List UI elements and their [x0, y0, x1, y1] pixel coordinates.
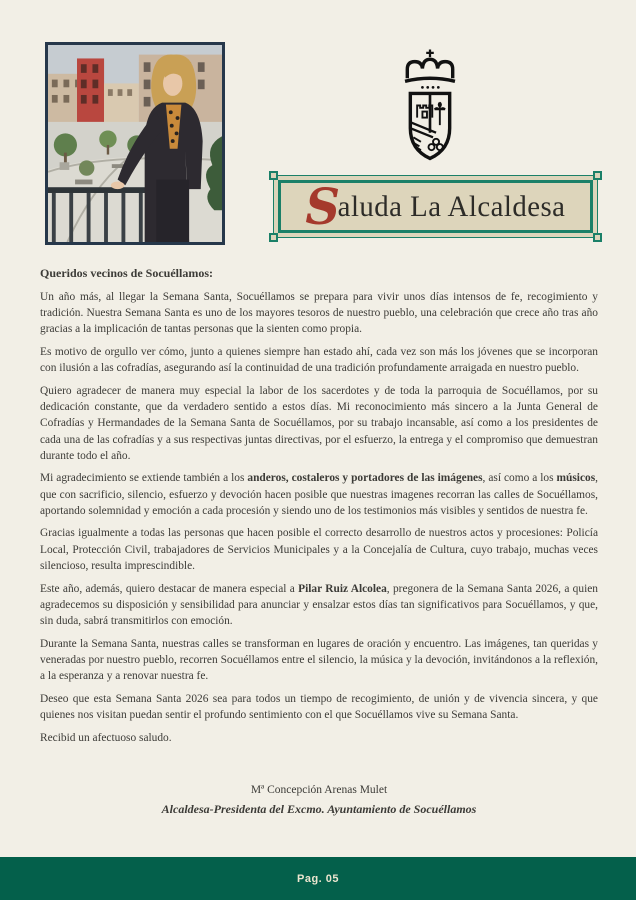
- footer-bar: [0, 857, 636, 900]
- corner-ornament: [269, 171, 278, 180]
- paragraph: Un año más, al llegar la Semana Santa, Socuéllamos se prepara para vivir unos días intensos de fe, recogimiento y tradición. Nuestra Semana Santa es uno de los mayores tesoros de nuestro pueblo, una celebración que crece año tras año gracias a la implicación de tantas personas que la sienten como propia.: [40, 291, 598, 336]
- paragraph: Deseo que esta Semana Santa 2026 sea para todos un tiempo de recogimiento, de unión y de vivencia sincera, y que quienes nos visitan puedan sentir el profundo sentimiento con el que Socuéllamos vive su Semana Santa.: [40, 692, 598, 721]
- title-plaque-inner: [278, 176, 593, 236]
- paragraph: Es motivo de orgullo ver cómo, junto a quienes siempre han estado ahí, cada vez son más los jóvenes que se incorporan con ilusión a las cofradías, asegurando así la continuidad de una tradición profundamente arraigada en nuestro pueblo.: [40, 346, 598, 375]
- signature-block: [40, 784, 598, 817]
- letter-body: [40, 265, 598, 752]
- corner-ornament: [593, 233, 602, 242]
- paragraph: Este año, además, quiero destacar de manera especial a Pilar Ruiz Alcolea, pregonera de la Semana Santa 2026, a quien agradecemos su disposición y sensibilidad para anunciar y ensalzar estos días tan significativos para Socuéllamos, y que, sin duda, sabrá transmitirlos con emoción.: [40, 582, 598, 627]
- letter-paragraphs: [40, 289, 598, 746]
- paragraph: Recibid un afectuoso saludo.: [40, 731, 172, 744]
- photo-illustration: [48, 45, 222, 242]
- paragraph: Mi agradecimiento se extiende también a los anderos, costaleros y portadores de las imágenes, así como a los músicos, que con sacrificio, silencio, esfuerzo y devoción hacen posible que nuestras imagenes recorran las calles de Socuéllamos, aportando solemnidad y emoción a cada procesión y siendo uno de los testimonios más visibles y sentidos de nuestra fe.: [40, 472, 598, 517]
- corner-ornament: [593, 171, 602, 180]
- socuellamos-coat-of-arms-icon: [392, 48, 468, 163]
- signature-title: Alcaldesa-Presidenta del Excmo. Ayuntamiento de Socuéllamos: [161, 802, 477, 816]
- paragraph: Quiero agradecer de manera muy especial la labor de los sacerdotes y de toda la parroquia de Socuéllamos, por su dedicación constante, que da verdadero sentido a estos días. Mi reconocimiento más sincero a la Junta General de Cofradías y Hermandades de la Semana Santa de Socuéllamos, por su trabajo incansable, así como a los presidentes de cada una de las cofradías y a sus respectivas juntas directivas, por el esfuerzo, la entrega y el compromiso que demuestran durante todo el año.: [40, 384, 598, 462]
- title-rest: aluda La Alcaldesa: [337, 189, 566, 223]
- paragraph: Gracias igualmente a todas las personas que hacen posible el correcto desarrollo de nuestros actos y procesiones: Policía Local, Protección Civil, trabajadores de Servicios Municipales y a la Concejalía de Cultura, cuyo trabajo, muchas veces silencioso, resulta imprescindible.: [40, 527, 598, 572]
- signature-name: Mª Concepción Arenas Mulet: [250, 784, 388, 796]
- title-plaque: [273, 175, 598, 238]
- page-title: [305, 176, 566, 236]
- corner-ornament: [269, 233, 278, 242]
- salutation: Queridos vecinos de Socuéllamos:: [40, 266, 213, 280]
- page-header: [0, 0, 636, 265]
- crest-svg: [392, 48, 468, 163]
- mayor-balcony-photo: [45, 42, 225, 245]
- title-drop-cap: S: [305, 176, 341, 236]
- page-number: Pag. 05: [296, 872, 340, 885]
- paragraph: Durante la Semana Santa, nuestras calles se transforman en lugares de oración y encuentro. Las imágenes, tan queridas y veneradas por nuestro pueblo, recorren Socuéllamos entre el silencio, la música y la devoción, invitándonos a la reflexión, a la esperanza y a renovar nuestra fe.: [40, 637, 598, 682]
